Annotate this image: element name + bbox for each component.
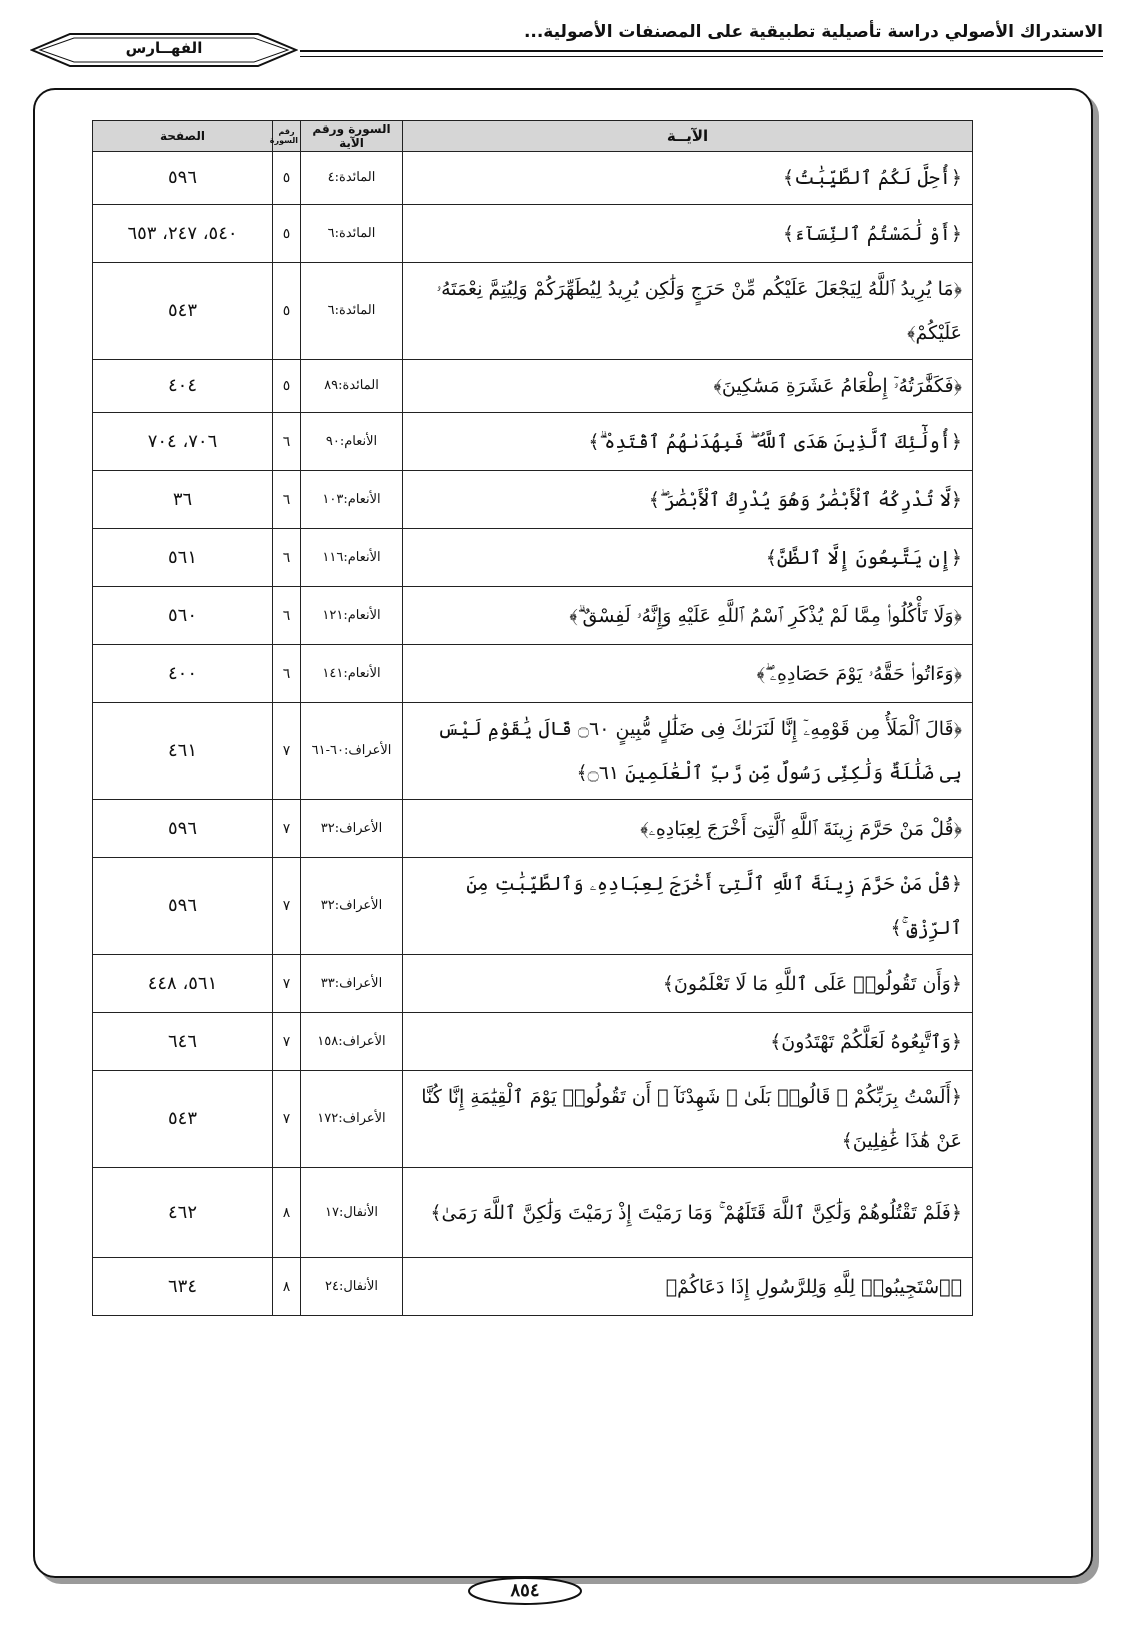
table-row (93, 413, 973, 471)
table-row (93, 858, 973, 955)
surah-number-cell: ٨ (273, 1258, 301, 1316)
surah-cell: الأنعام:١٤١ (301, 645, 403, 703)
page-cell: ٦٣٤ (93, 1258, 273, 1316)
surah-cell: المائدة:٦ (301, 205, 403, 263)
surah-number-cell: ٥ (273, 263, 301, 360)
book-title: الاستدراك الأصولي دراسة تأصيلية تطبيقية على المصنفات الأصولية... (523, 22, 1103, 42)
ayah-cell: ﴿قُلْ مَنْ حَرَّمَ زِينَةَ ٱللَّهِ ٱلَّتِىٓ أَخْرَجَ لِعِبَادِهِۦ﴾ (403, 800, 973, 858)
table-row (93, 645, 973, 703)
ayah-cell: ﴿وَٱتَّبِعُوهُ لَعَلَّكُمْ تَهْتَدُونَ﴾ (403, 1013, 973, 1071)
page-cell: ٤٠٠ (93, 645, 273, 703)
ayah-column-header: الآيــة (403, 121, 973, 152)
surah-number-cell: ٦ (273, 645, 301, 703)
page-cell: ٥٩٦ (93, 800, 273, 858)
table-row (93, 1013, 973, 1071)
surah-cell: المائدة:٤ (301, 152, 403, 205)
header-rule-thick (300, 50, 1103, 52)
surah-number-cell: ٧ (273, 1013, 301, 1071)
surah-column-header: السورة ورقم الآية (301, 121, 403, 152)
page-header (0, 0, 1121, 80)
table-row (93, 360, 973, 413)
surah-cell: المائدة:٨٩ (301, 360, 403, 413)
page-cell: ٥٤٣ (93, 263, 273, 360)
table-row (93, 1258, 973, 1316)
page-cell: ٦٤٦ (93, 1013, 273, 1071)
ayah-cell: ﴿قُلْ مَنْ حَرَّمَ زِينَةَ ٱللَّهِ ٱلَّتِىٓ أَخْرَجَ لِعِبَادِهِۦ وَٱلطَّيِّبَٰتِ مِنَ ٱلرِّزْقِ ۚ﴾ (403, 858, 973, 955)
surah-cell: الأنعام:١٠٣ (301, 471, 403, 529)
page-number-tab (465, 1574, 585, 1608)
surah-number-cell: ٦ (273, 471, 301, 529)
ayah-cell: ﴿وَلَا تَأْكُلُوا۟ مِمَّا لَمْ يُذْكَرِ ٱسْمُ ٱللَّهِ عَلَيْهِ وَإِنَّهُۥ لَفِسْقٌ ۗ﴾ (403, 587, 973, 645)
table-row (93, 703, 973, 800)
section-tab (30, 30, 298, 70)
surah-number-cell: ٥ (273, 205, 301, 263)
surah-number-cell: ٦ (273, 587, 301, 645)
surah-cell: الأنعام:١١٦ (301, 529, 403, 587)
ayah-cell: ﴿ٱسْتَجِيبُوا۟ لِلَّهِ وَلِلرَّسُولِ إِذَا دَعَاكُمْ﴾ (403, 1258, 973, 1316)
surah-number-column-header: رقم السورة (273, 121, 301, 152)
header-rule-thin (300, 56, 1103, 57)
surah-number-cell: ٦ (273, 529, 301, 587)
surah-cell: الأعراف:١٥٨ (301, 1013, 403, 1071)
ayah-cell: ﴿أُولَٰٓئِكَ ٱلَّذِينَ هَدَى ٱللَّهُ ۖ فَبِهُدَىٰهُمُ ٱقْتَدِهْ ۗ﴾ (403, 413, 973, 471)
surah-cell: الأنعام:٩٠ (301, 413, 403, 471)
table-row (93, 205, 973, 263)
page-cell: ٥٤٣ (93, 1071, 273, 1168)
page-number: ٨٥٤ (510, 1580, 540, 1601)
surah-number-cell: ٧ (273, 1071, 301, 1168)
surah-cell: الأنعام:١٢١ (301, 587, 403, 645)
page-cell: ٥٦٠ (93, 587, 273, 645)
page-cell: ٤٠٤ (93, 360, 273, 413)
surah-cell: الأنفال:٢٤ (301, 1258, 403, 1316)
table-row (93, 1071, 973, 1168)
surah-cell: الأعراف:٦٠-٦١ (301, 703, 403, 800)
table-header-row (93, 121, 973, 152)
ayah-cell: ﴿أَلَسْتُ بِرَبِّكُمْ ۖ قَالُوا۟ بَلَىٰ ۛ شَهِدْنَآ ۛ أَن تَقُولُوا۟ يَوْمَ ٱلْقِيَٰمَةِ إِنَّا كُنَّا عَنْ هَٰذَا غَٰفِلِينَ﴾ (403, 1071, 973, 1168)
surah-cell: الأعراف:١٧٢ (301, 1071, 403, 1168)
page-cell: ٥٩٦ (93, 152, 273, 205)
table-row (93, 800, 973, 858)
table-row (93, 1168, 973, 1258)
surah-number-cell: ٧ (273, 703, 301, 800)
ayah-cell: ﴿أَوْ لَٰمَسْتُمُ ٱلنِّسَآءَ﴾ (403, 205, 973, 263)
surah-cell: الأعراف:٣٣ (301, 955, 403, 1013)
ayah-cell: ﴿فَكَفَّٰرَتُهُۥٓ إِطْعَامُ عَشَرَةِ مَسَٰكِينَ﴾ (403, 360, 973, 413)
surah-number-cell: ٥ (273, 360, 301, 413)
ayah-index-table (92, 120, 973, 1316)
page-cell: ٤٦٢ (93, 1168, 273, 1258)
ayah-cell: ﴿لَّا تُدْرِكُهُ ٱلْأَبْصَٰرُ وَهُوَ يُدْرِكُ ٱلْأَبْصَٰرَ ۖ﴾ (403, 471, 973, 529)
surah-cell: الأعراف:٣٢ (301, 800, 403, 858)
page-cell: ٥٦١، ٤٤٨ (93, 955, 273, 1013)
section-label: الفهــارس (125, 39, 203, 57)
ayah-cell: ﴿إِن يَتَّبِعُونَ إِلَّا ٱلظَّنَّ﴾ (403, 529, 973, 587)
surah-number-cell: ٥ (273, 152, 301, 205)
ayah-cell: ﴿قَالَ ٱلْمَلَأُ مِن قَوْمِهِۦٓ إِنَّا لَنَرَىٰكَ فِى ضَلَٰلٍ مُّبِينٍ ۝٦٠ قَالَ يَٰقَوْمِ لَيْسَ بِى ضَلَٰلَةٌ وَلَٰكِنِّى رَسُولٌ مِّن رَّبِّ ٱلْعَٰلَمِينَ ۝٦١﴾ (403, 703, 973, 800)
page-cell: ٧٠٦، ٧٠٤ (93, 413, 273, 471)
page-cell: ٥٩٦ (93, 858, 273, 955)
surah-cell: الأنفال:١٧ (301, 1168, 403, 1258)
ayah-cell: ﴿وَأَن تَقُولُوا۟ عَلَى ٱللَّهِ مَا لَا تَعْلَمُونَ﴾ (403, 955, 973, 1013)
table-row (93, 471, 973, 529)
table-row (93, 263, 973, 360)
ayah-cell: ﴿مَا يُرِيدُ ٱللَّهُ لِيَجْعَلَ عَلَيْكُم مِّنْ حَرَجٍ وَلَٰكِن يُرِيدُ لِيُطَهِّرَكُمْ وَلِيُتِمَّ نِعْمَتَهُۥ عَلَيْكُمْ﴾ (403, 263, 973, 360)
surah-cell: المائدة:٦ (301, 263, 403, 360)
surah-number-cell: ٧ (273, 800, 301, 858)
page-column-header: الصفحة (93, 121, 273, 152)
table-row (93, 587, 973, 645)
page-cell: ٥٦١ (93, 529, 273, 587)
table-row (93, 529, 973, 587)
surah-number-cell: ٦ (273, 413, 301, 471)
page-cell: ٤٦١ (93, 703, 273, 800)
surah-number-cell: ٧ (273, 858, 301, 955)
ayah-cell: ﴿فَلَمْ تَقْتُلُوهُمْ وَلَٰكِنَّ ٱللَّهَ قَتَلَهُمْ ۚ وَمَا رَمَيْتَ إِذْ رَمَيْتَ وَلَٰكِنَّ ٱللَّهَ رَمَىٰ﴾ (403, 1168, 973, 1258)
surah-number-cell: ٧ (273, 955, 301, 1013)
ayah-cell: ﴿أُحِلَّ لَكُمُ ٱلطَّيِّبَٰتُ﴾ (403, 152, 973, 205)
ayah-cell: ﴿وَءَاتُوا۟ حَقَّهُۥ يَوْمَ حَصَادِهِۦ ۖ﴾ (403, 645, 973, 703)
table-row (93, 955, 973, 1013)
table-row (93, 152, 973, 205)
page-cell: ٣٦ (93, 471, 273, 529)
surah-cell: الأعراف:٣٢ (301, 858, 403, 955)
surah-number-cell: ٨ (273, 1168, 301, 1258)
page-cell: ٥٤٠، ٢٤٧، ٦٥٣ (93, 205, 273, 263)
